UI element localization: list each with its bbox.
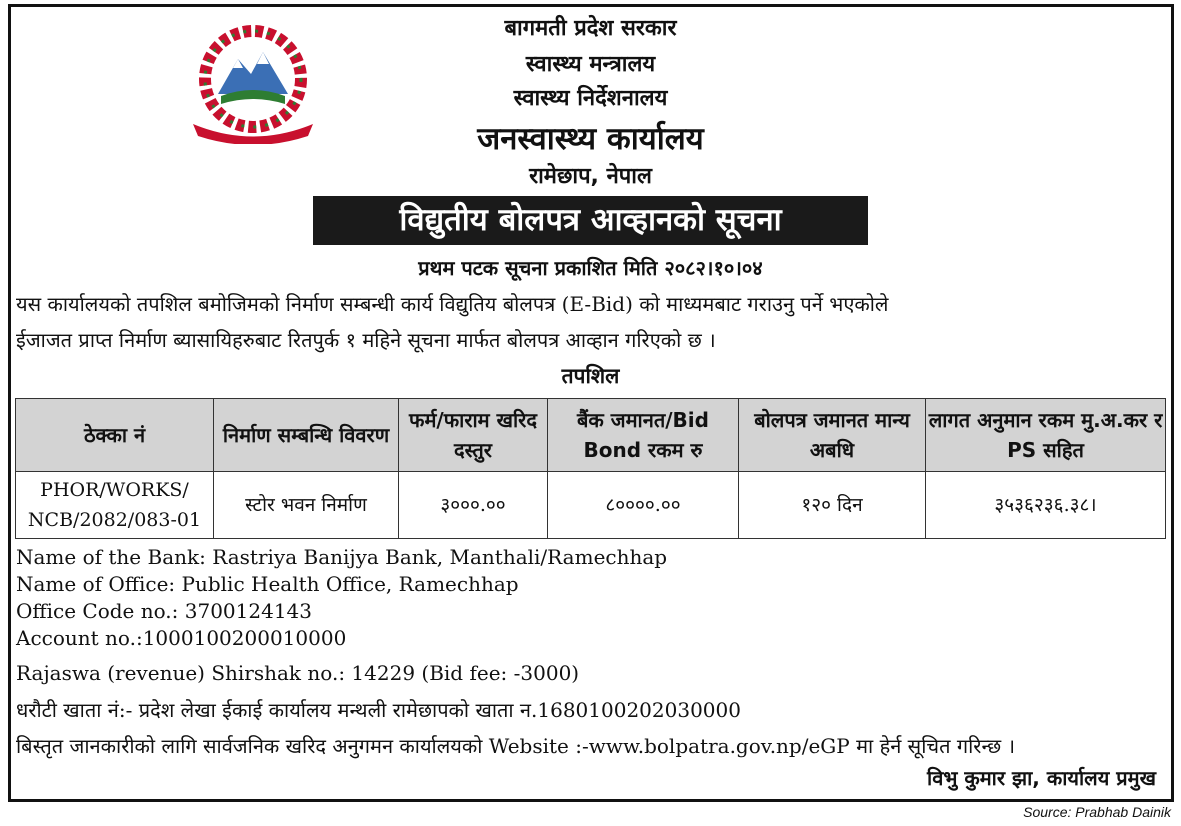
office-name-line: Name of Office: Public Health Office, Ramechhap bbox=[16, 572, 519, 596]
header-contract-no: ठेक्का नं bbox=[16, 399, 214, 472]
cell-contract-no: PHOR/WORKS/ NCB/2082/083-01 bbox=[16, 472, 214, 539]
cell-form-fee: ३०००.०० bbox=[399, 472, 548, 539]
cell-cost-estimate: ३५३६२३६.३८। bbox=[926, 472, 1166, 539]
account-number: Account no.:1000100200010000 bbox=[16, 626, 347, 650]
cell-validity: १२० दिन bbox=[739, 472, 926, 539]
directorate-name: स्वास्थ्य निर्देशनालय bbox=[513, 86, 668, 111]
cell-description: स्टोर भवन निर्माण bbox=[214, 472, 399, 539]
header-form-fee: फर्म/फाराम खरिद दस्तुर bbox=[399, 399, 548, 472]
header-description: निर्माण सम्बन्धि विवरण bbox=[214, 399, 399, 472]
table-row bbox=[16, 472, 1166, 539]
revenue-heading: Rajaswa (revenue) Shirshak no.: 14229 (Bid fee: -3000) bbox=[16, 661, 580, 685]
website-info: बिस्तृत जानकारीको लागि सार्वजनिक खरिद अनुगमन कार्यालयको Website :-www.bolpatra.gov.np/eGP मा हेर्न सूचित गरिन्छ । bbox=[16, 734, 1016, 758]
notice-title-banner: विद्युतीय बोलपत्र आव्हानको सूचना bbox=[313, 196, 868, 245]
office-code: Office Code no.: 3700124143 bbox=[16, 599, 313, 623]
office-location: रामेछाप, नेपाल bbox=[529, 164, 652, 189]
source-credit: Source: Prabhab Dainik bbox=[1023, 804, 1171, 820]
deposit-account: धरौटी खाता नं:- प्रदेश लेखा ईकाई कार्यालय मन्थली रामेछापको खाता न.1680100202030000 bbox=[16, 698, 741, 722]
table-header-row bbox=[16, 399, 1166, 472]
signature-line: विभु कुमार झा, कार्यालय प्रमुख bbox=[927, 766, 1156, 790]
bank-name: Name of the Bank: Rastriya Banijya Bank, Manthali/Ramechhap bbox=[16, 545, 668, 569]
government-name: बागमती प्रदेश सरकार bbox=[504, 16, 677, 41]
header-cost-estimate: लागत अनुमान रकम मु.अ.कर र PS सहित bbox=[926, 399, 1166, 472]
tender-table bbox=[15, 398, 1166, 539]
header-validity: बोलपत्र जमानत मान्य अबधि bbox=[739, 399, 926, 472]
intro-line-2: ईजाजत प्राप्त निर्माण ब्यासायिहरुबाट रितपुर्क १ महिने सूचना मार्फत बोलपत्र आव्हान गरिएको छ । bbox=[16, 328, 716, 352]
office-name: जनस्वास्थ्य कार्यालय bbox=[477, 121, 704, 157]
header-bid-bond: बैंक जमानत/Bid Bond रकम रु bbox=[548, 399, 739, 472]
cell-bid-bond: ८००००.०० bbox=[548, 472, 739, 539]
ministry-name: स्वास्थ्य मन्त्रालय bbox=[525, 52, 656, 77]
details-heading: तपशिल bbox=[561, 364, 620, 388]
intro-line-1: यस कार्यालयको तपशिल बमोजिमको निर्माण सम्बन्धी कार्य विद्युतिय बोलपत्र (E-Bid) को माध्यमबाट गराउनु पर्ने भएकोले bbox=[16, 292, 889, 316]
published-date: प्रथम पटक सूचना प्रकाशित मिति २०८२।१०।०४ bbox=[418, 256, 763, 280]
